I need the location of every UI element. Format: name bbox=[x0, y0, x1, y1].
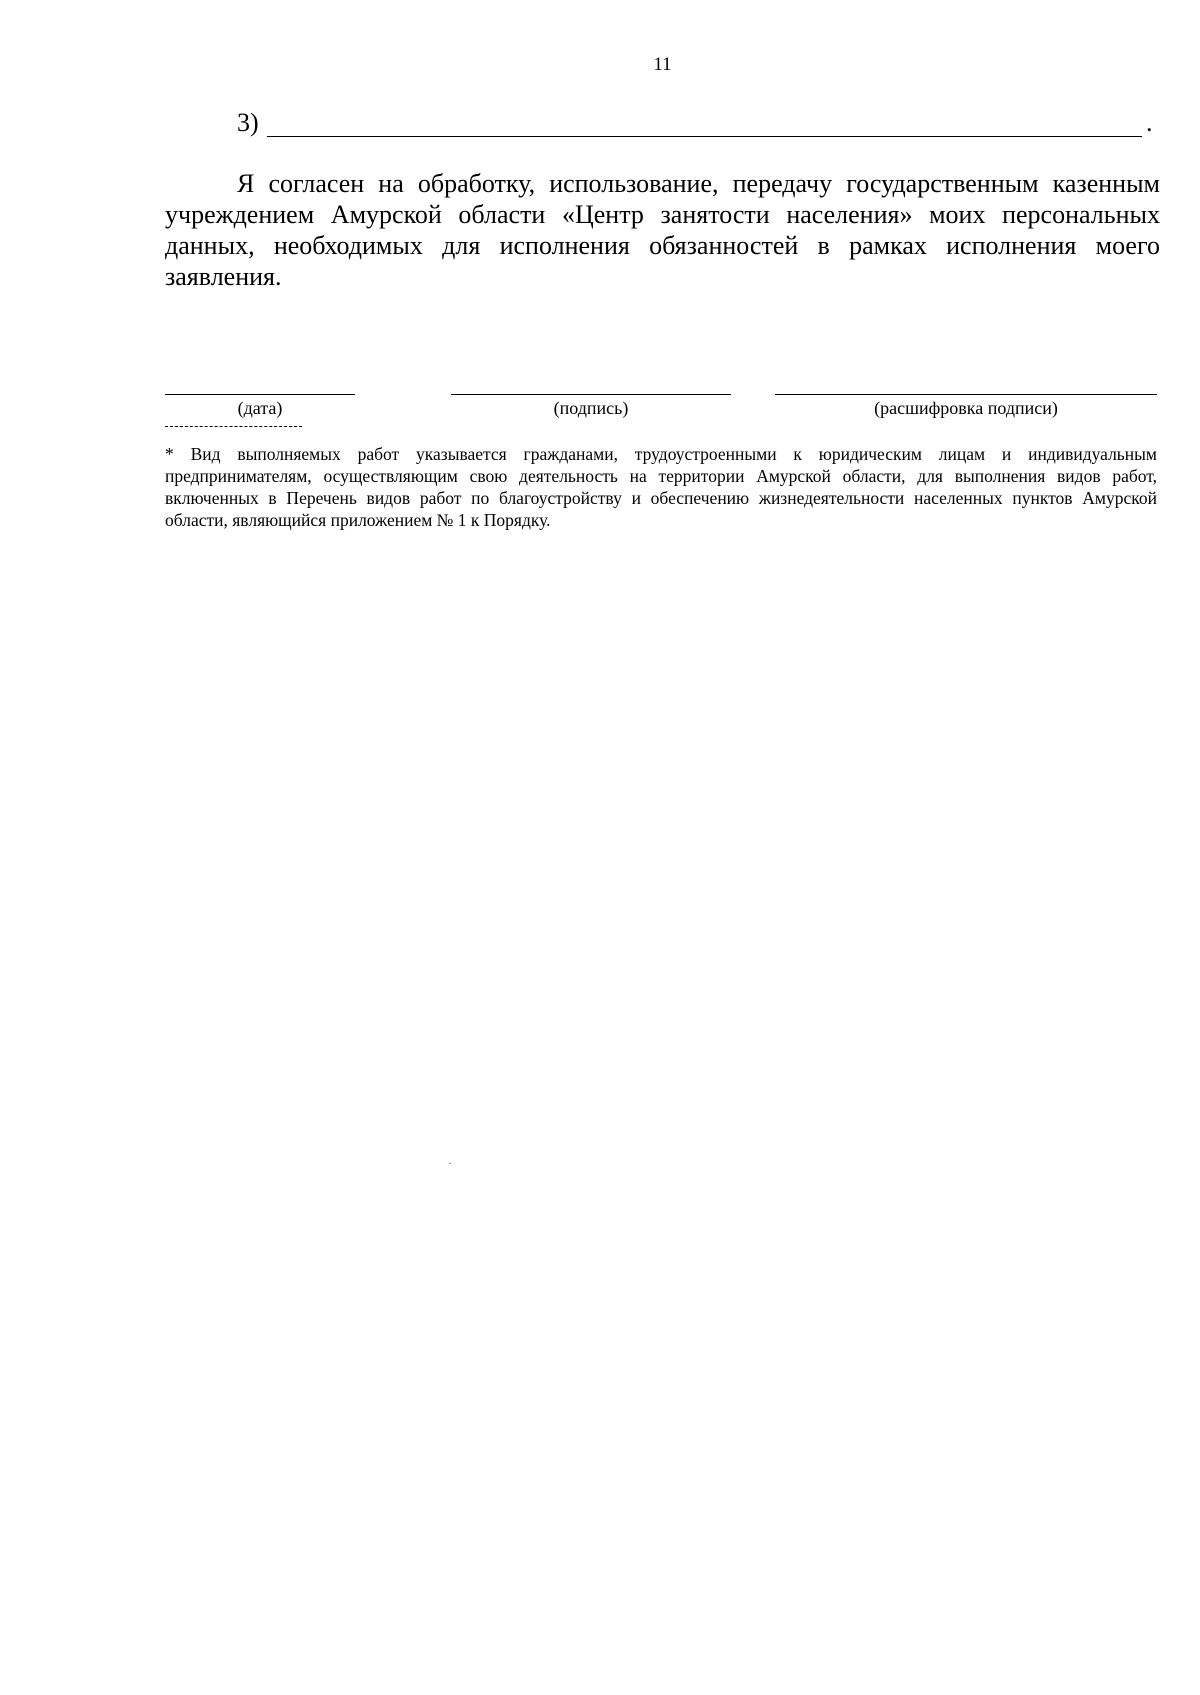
signature-decoding-line bbox=[775, 394, 1157, 395]
item-3-blank-line bbox=[267, 136, 1142, 137]
item-3-number: 3) bbox=[237, 108, 259, 137]
page-number: 11 bbox=[653, 54, 672, 75]
signature-decoding-label: (расшифровка подписи) bbox=[874, 398, 1058, 418]
date-label: (дата) bbox=[237, 398, 283, 418]
item-3-period: . bbox=[1146, 108, 1153, 137]
footnote-separator bbox=[165, 426, 302, 427]
scan-speck bbox=[449, 1163, 451, 1164]
date-line bbox=[165, 394, 355, 395]
signature-line bbox=[451, 394, 731, 395]
footnote: * Вид выполняемых работ указывается гражданами, трудоустроенными к юридическим лицам и индивидуальным предпринимателям, осуществляющим свою деятельность на территории Амурской области, для выполнения видов работ, включенных в Перечень видов работ по благоустройству и обеспечению жизнедеятельности населенных пунктов Амурской области, являющийся приложением № 1 к Порядку. bbox=[165, 444, 1157, 530]
item-3-row bbox=[237, 108, 1157, 140]
signature-label: (подпись) bbox=[553, 398, 629, 418]
consent-paragraph: Я согласен на обработку, использование, передачу государственным казенным учреждением Амурской области «Центр занятости населения» моих персональных данных, необходимых для исполнения обязанностей в рамках исполнения моего заявления. bbox=[165, 169, 1160, 291]
